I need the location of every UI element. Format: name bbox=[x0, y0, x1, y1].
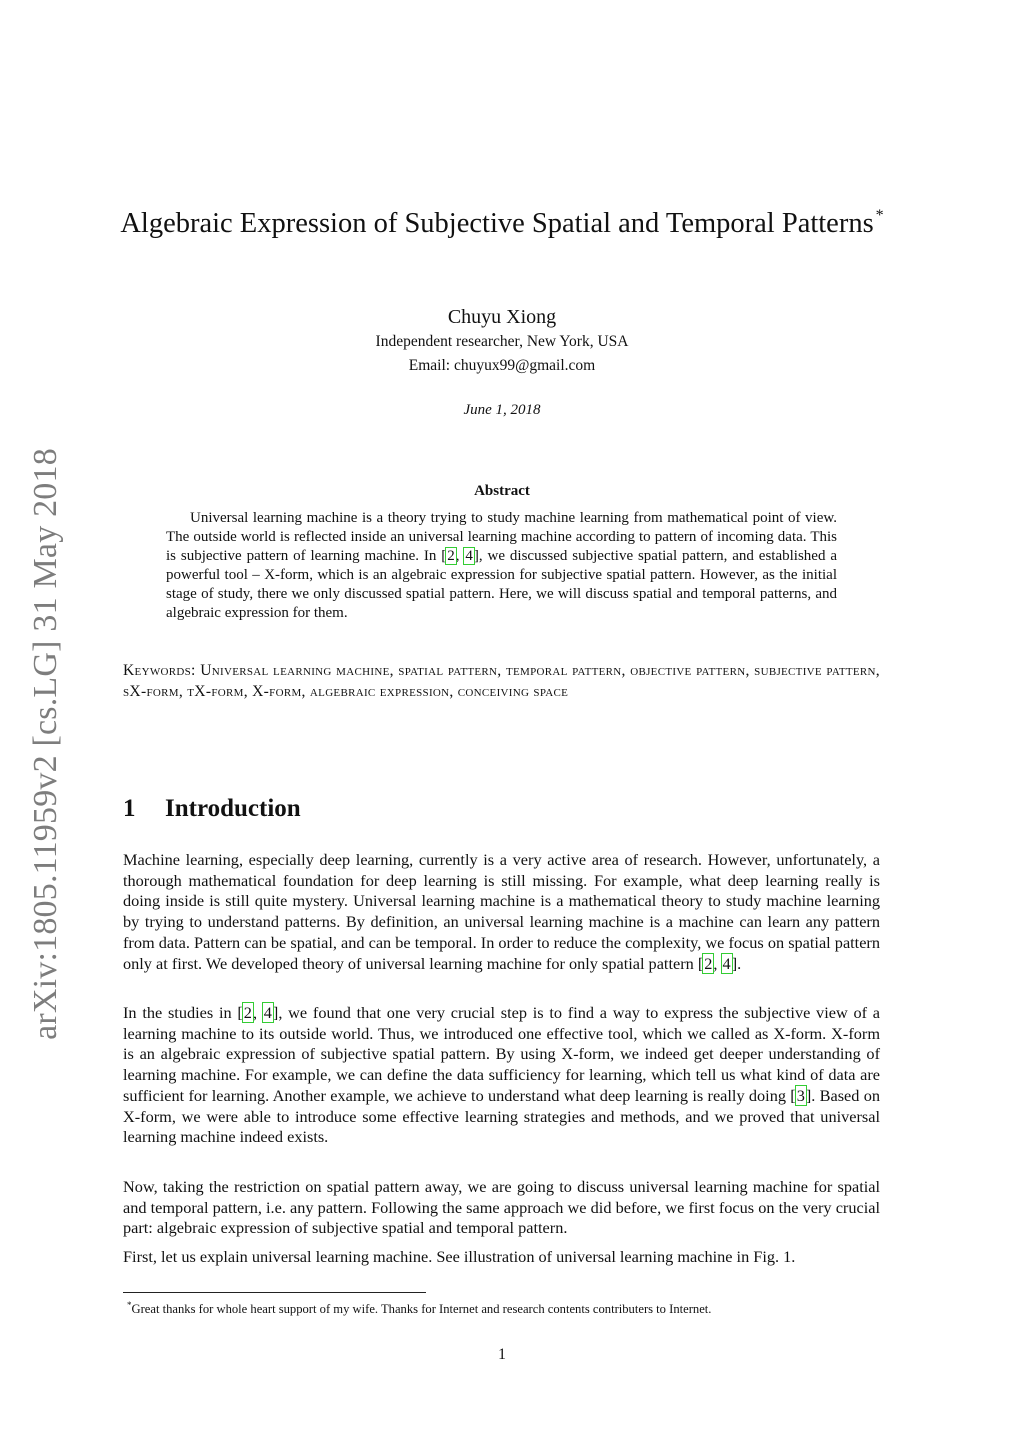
citation-link[interactable]: 3 bbox=[796, 1085, 805, 1105]
abstract-text-part: , we discussed subjective spatial pattern, and established a powerful tool – X-form, which is an algebraic expression for subjective spatial pattern. However, as the initial stage of study, there we only discussed spatial pattern. Here, we will discuss spatial and temporal patterns, and algebraic expression for them. bbox=[166, 548, 837, 621]
title-footnote-mark[interactable]: * bbox=[875, 207, 884, 224]
keywords bbox=[123, 660, 880, 702]
paragraph-text: Machine learning, especially deep learning, currently is a very active area of research. However, unfortunately, a thorough mathematical foundation for deep learning is still missing. For example, what deep learning really is doing inside is still quite mystery. Universal learning machine is a mathematical theory to study machine learning by trying to understand patterns. By definition, an universal learning machine is a machine can learn any pattern from data. Pattern can be spatial, and can be temporal. In order to reduce the complexity, we focus on spatial pattern only at first. We developed theory of universal learning machine for only spatial pattern bbox=[123, 850, 880, 973]
footnote-text: Great thanks for whole heart support of my wife. Thanks for Internet and research contents contributers to Internet. bbox=[131, 1302, 712, 1317]
citation-link[interactable]: 2 bbox=[243, 1003, 252, 1022]
author-email: Email: chuyux99@gmail.com bbox=[408, 357, 596, 374]
citation-link[interactable]: 2 bbox=[704, 953, 713, 973]
body-paragraph: Now, taking the restriction on spatial pattern away, we are going to discuss universal learning machine for spatial and temporal pattern, i.e. any pattern. Following the same approach we did before, we first focus on the very crucial part: algebraic expression of subjective spatial and temporal pattern. bbox=[123, 1177, 880, 1238]
paragraph-text: In the studies in bbox=[123, 1003, 238, 1022]
keywords-list: Universal learning machine, spatial pattern, temporal pattern, objective pattern, subjective pattern, sX-form, tX-form, X-form, algebraic expression, conceiving space bbox=[123, 662, 881, 700]
paper-title bbox=[120, 196, 884, 244]
author-affiliation: Independent researcher, New York, USA bbox=[375, 333, 629, 350]
publication-date: June 1, 2018 bbox=[463, 402, 541, 418]
body-paragraph: In the studies in [2, 4], we found that one very crucial step is to find a way to express the subjective view of a learning machine to its outside world. Thus, we introduced one effective tool, which we called as X-form. X-form is an algebraic expression of subjective spatial pattern. By using X-form, we indeed get deeper understanding of learning machine. For example, we can define the data sufficiency for learning, which tell us what kind of data are sufficient for learning. Another example, we achieve to understand what deep learning is really doing [3]. Based on X-form, we were able to introduce some effective learning strategies and methods, and we proved that universal learning machine indeed exists. bbox=[123, 1003, 881, 1147]
paragraph-text: . bbox=[737, 953, 742, 973]
body-paragraph: Machine learning, especially deep learning, currently is a very active area of research. However, unfortunately, a thorough mathematical foundation for deep learning is still missing. For example, what deep learning really is doing inside is still quite mystery. Universal learning machine is a mathematical theory to study machine learning by trying to understand patterns. By definition, an universal learning machine is a machine can learn any pattern from data. Pattern can be spatial, and can be temporal. In order to reduce the complexity, we focus on spatial pattern only at first. We developed theory of universal learning machine for only spatial pattern [2, 4]. bbox=[123, 850, 880, 973]
citation-link[interactable]: 2 bbox=[447, 548, 455, 564]
abstract-text-part: Universal learning machine is a theory trying to study machine learning from mathematical point of view. The outside world is reflected inside an universal learning machine according to pattern of incoming data. This is subjective pattern of learning machine. In bbox=[166, 510, 837, 564]
arxiv-stamp-text: arXiv:1805.11959v2 [cs.LG] 31 May 2018 bbox=[27, 448, 64, 1040]
citation-separator: , bbox=[455, 548, 465, 564]
author-name: Chuyu Xiong bbox=[447, 306, 557, 328]
footnote-divider bbox=[123, 1292, 426, 1293]
abstract-body: Universal learning machine is a theory trying to study machine learning from mathematical point of view. The outside world is reflected inside an universal learning machine according to pattern of incoming data. This is subjective pattern of learning machine. In [2, 4], we discussed subjective spatial pattern, and established a powerful tool – X-form, which is an algebraic expression for subjective spatial pattern. However, as the initial stage of study, there we only discussed spatial pattern. Here, we will discuss spatial and temporal patterns, and algebraic expression for them. bbox=[166, 510, 837, 621]
citation-link[interactable]: 4 bbox=[465, 548, 473, 564]
citation-link[interactable]: 4 bbox=[722, 953, 731, 973]
footnote bbox=[123, 1297, 884, 1317]
section-heading bbox=[123, 795, 301, 823]
paragraph-text: . Based on X-form, we were able to introduce some effective learning strategies and methods, and we proved that universal learning machine indeed exists. bbox=[123, 1085, 881, 1147]
citation-link[interactable]: 4 bbox=[263, 1003, 272, 1022]
abstract-heading: Abstract bbox=[474, 483, 530, 499]
section-number: 1 bbox=[123, 795, 136, 822]
paragraph-text: , we found that one very crucial step is to find a way to express the subjective view of a learning machine to its outside world. Thus, we introduced one effective tool, which we called as X-form. X-form is an algebraic expression of subjective spatial pattern. By using X-form, we indeed get deeper understanding of learning machine. For example, we can define the data sufficiency for learning, which tell us what kind of data are sufficient for learning. Another example, we achieve to understand what deep learning is really doing bbox=[123, 1003, 881, 1105]
paper-title-text: Algebraic Expression of Subjective Spatial and Temporal Patterns bbox=[120, 208, 874, 239]
page-number: 1 bbox=[498, 1346, 506, 1363]
body-paragraph: First, let us explain universal learning machine. See illustration of universal learning machine in Fig. 1. bbox=[123, 1247, 796, 1266]
footnote-mark: * bbox=[127, 1300, 132, 1310]
keywords-label: Keywords: bbox=[123, 662, 196, 679]
section-title: Introduction bbox=[165, 795, 301, 822]
